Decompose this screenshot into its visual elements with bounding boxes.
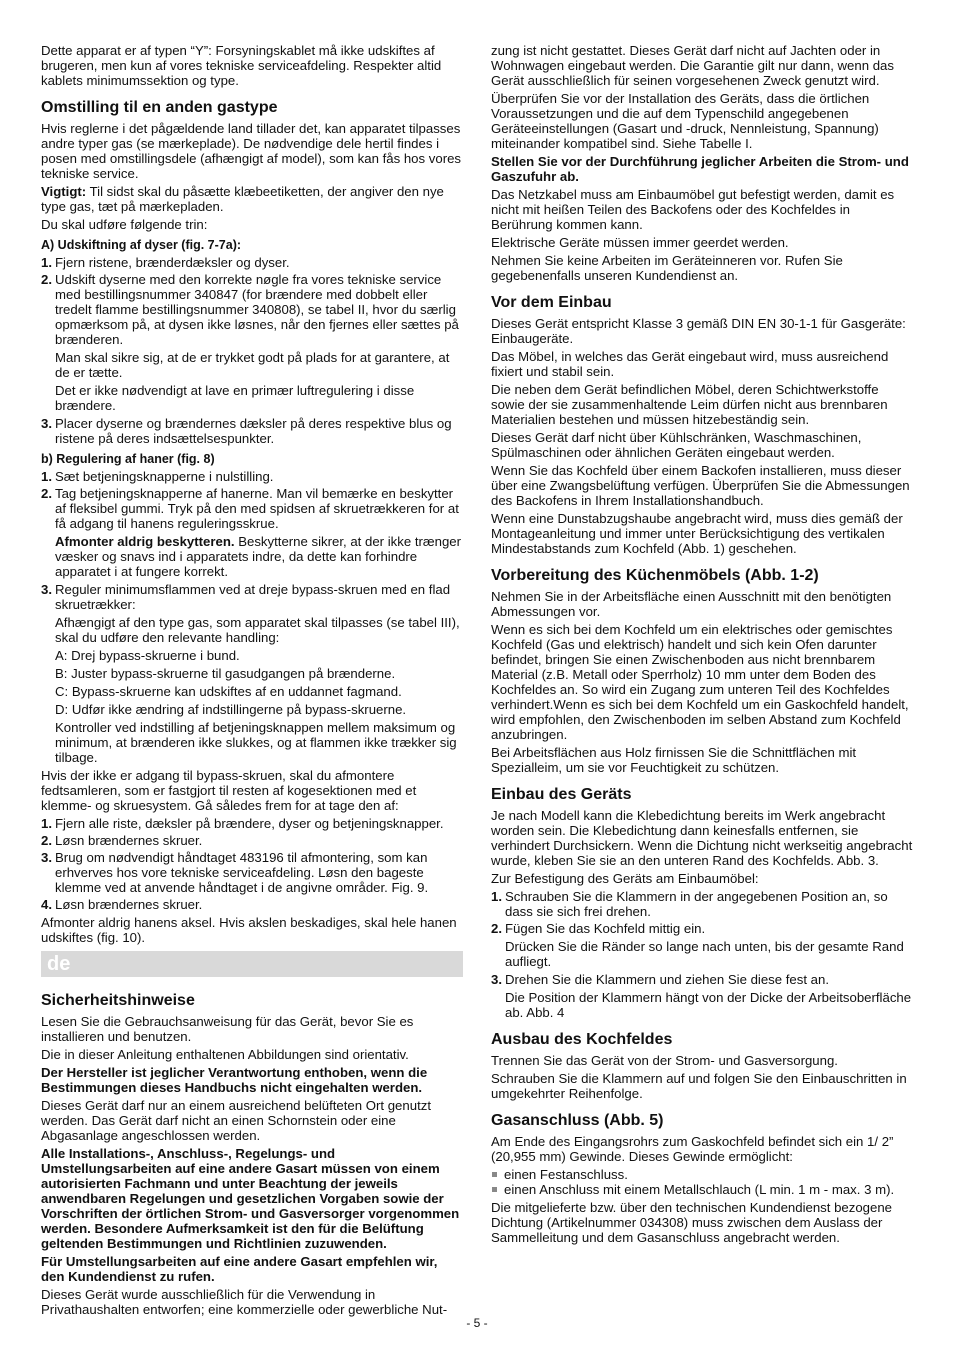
warning-note: Afmonter aldrig beskytteren. Beskytterne sikrer, at der ikke trænger væsker og snavs ind i apparatets indre, da dette kan forhindre apparatet i at fungere korrekt. bbox=[55, 534, 462, 579]
option-c: C: Bypass-skruerne kan udskiftes af en uddannet fagmand. bbox=[55, 684, 402, 699]
list-item: 2. Tag betjeningsknapperne af hanerne. Man vil bemærke en beskytter af fleksibel gummi. Tryk på den med spidsen af skruetrækkeren for at få adgang til hanens reguleringsskrue. Afmonter aldrig beskytteren. Beskytterne sikrer, at der ikke trænger væsker og snavs ind i apparatets indre, da dette kan forhindre apparatet i at fungere korrekt. bbox=[41, 486, 462, 579]
list-item: 1. Fjern alle riste, dæksler på brændere, dyser og betjeningsknapper. bbox=[41, 816, 444, 831]
paragraph: Hvis der ikke er adgang til bypass-skruen, skal du afmontere fedtsamleren, som er fastgjort til resten af kogesektionen med et klemme- og skruesystem. Gå således frem for at tage den af: bbox=[41, 768, 417, 813]
paragraph: Nehmen Sie in der Arbeitsfläche einen Ausschnitt mit den benötigten Abmessungen vor. bbox=[491, 589, 892, 619]
step-subnote: Det er ikke nødvendigt at lave en primær luftregulering i disse brændere. bbox=[55, 383, 415, 413]
paragraph: Die mitgelieferte bzw. über den technischen Kundendienst bezogene Dichtung (Artikelnummer 034308) muss zwischen dem Auslass der Sammelleitung und dem Gasanschluss angebracht werden. bbox=[491, 1200, 893, 1245]
list-item: 1. Fjern ristene, brænderdæksler og dyser. bbox=[41, 255, 290, 270]
option-d: D: Udfør ikke ændring af indstillingerne på bypass-skruerne. bbox=[55, 702, 407, 717]
paragraph: Schrauben Sie die Klammern auf und folgen Sie den Einbauschritten in umgekehrter Reihenfolge. bbox=[491, 1071, 907, 1101]
step-subnote: Die Position der Klammern hängt von der Dicke der Arbeitsoberfläche ab. Abb. 4 bbox=[505, 990, 912, 1020]
paragraph: Afmonter aldrig hanens aksel. Hvis akslen beskadiges, skal hele hanen udskiftes (fig. 10). bbox=[41, 915, 457, 945]
section-heading-safety: Sicherheitshinweise bbox=[41, 992, 195, 1009]
list-item: 4. Løsn brændernes skruer. bbox=[41, 897, 203, 912]
installation-steps bbox=[491, 889, 913, 1020]
section-heading-before-installation: Vor dem Einbau bbox=[491, 294, 612, 311]
important-label: Vigtigt: bbox=[41, 184, 87, 199]
option-a: A: Drej bypass-skruerne i bund. bbox=[55, 648, 240, 663]
subheading-nozzles: A) Udskiftning af dyser (fig. 7-7a): bbox=[41, 238, 242, 252]
nozzle-steps bbox=[41, 255, 463, 446]
list-item: 1. Schrauben Sie die Klammern in der angegebenen Position an, so dass sie sich frei drehen. bbox=[491, 889, 888, 919]
step-subnote: Afhængigt af den type gas, som apparatet skal tilpasses (se tabel III), skal du udføre den relevante handling: bbox=[55, 615, 460, 645]
paragraph: Am Ende des Eingangsrohrs zum Gaskochfeld befindet sich ein 1/ 2” (20,955 mm) Gewinde. Dieses Gewinde ermöglicht: bbox=[491, 1134, 894, 1164]
bold-paragraph: Der Hersteller ist jeglicher Verantwortung enthoben, wenn die Bestimmungen dieses Handbuchs nicht eingehalten werden. bbox=[41, 1065, 428, 1095]
language-bar bbox=[41, 951, 463, 977]
bullet-square-icon bbox=[492, 1187, 497, 1192]
bold-paragraph: Für Umstellungsarbeiten auf eine andere Gasart empfehlen wir, den Kundendienst zu rufen. bbox=[41, 1254, 438, 1284]
list-item: 3. Placer dyserne og brændernes dæksler på deres respektive blus og ristene på deres indsættelsespunkter. bbox=[41, 416, 452, 446]
bullet-square-icon bbox=[492, 1172, 497, 1177]
section-heading-cabinet-preparation: Vorbereitung des Küchenmöbels (Abb. 1-2) bbox=[491, 567, 819, 584]
paragraph: Lesen Sie die Gebrauchsanweisung für das Gerät, bevor Sie es installieren und benutzen. bbox=[41, 1014, 414, 1044]
paragraph: Die in dieser Anleitung enthaltenen Abbildungen sind orientativ. bbox=[41, 1047, 409, 1062]
section-heading-gas-conversion: Omstilling til en anden gastype bbox=[41, 99, 278, 116]
important-text: Til sidst skal du påsætte klæbeetiketten, der angiver den nye type gas, tæt på mærkepladen. bbox=[41, 184, 444, 214]
subheading-taps: b) Regulering af haner (fig. 8) bbox=[41, 452, 215, 466]
paragraph: Je nach Modell kann die Klebedichtung bereits im Werk angebracht worden sein. Die Klebedichtung dann keinesfalls entfernen, sie verhindert Durchsickern. Wenn die Dichtung nicht werkseitig angebracht wurde, kleben Sie sie an den unteren Rand des Kochfelds. Abb. 3. bbox=[491, 808, 913, 868]
paragraph: Elektrische Geräte müssen immer geerdet werden. bbox=[491, 235, 789, 250]
paragraph: zung ist nicht gestattet. Dieses Gerät darf nicht auf Jachten oder in Wohnwagen eingebaut werden. Die Garantie gilt nur dann, wenn das Gerät ausschließlich für seinen vorgesehenen Zweck genutzt wird. bbox=[491, 43, 894, 88]
right-column bbox=[491, 43, 913, 1248]
paragraph: Das Netzkabel muss am Einbaumöbel gut befestigt werden, damit es nicht mit heißen Teilen des Backofens oder des Kochfeldes in Berührung kommen kann. bbox=[491, 187, 895, 232]
paragraph: Dieses Gerät darf nur an einem ausreichend belüfteten Ort genutzt werden. Das Gerät darf nicht an einen Schornstein oder eine Abgasanlage angeschlossen werden. bbox=[41, 1098, 431, 1143]
left-column bbox=[41, 43, 463, 1320]
list-item: 2. Fügen Sie das Kochfeld mittig ein. Drücken Sie die Ränder so lange nach unten, bis der gesamte Rand aufliegt. bbox=[491, 921, 913, 969]
tap-steps bbox=[41, 469, 463, 765]
grease-collector-steps bbox=[41, 816, 463, 912]
list-item: 2. Udskift dyserne med den korrekte nøgle fra vores tekniske service med bestillingsnummer 340847 (for brændere med dobbelt eller tredelt flamme bestillingsnummer 340808), se tabel II, hvor du særlig opmærksom på, at dysen ikke løsnes, når den fjernes eller sættes på brænderen. Man skal sikre sig, at de er trykket godt på plads for at garantere, at de er tætte. Det er ikke nødvendigt at lave en primær luftregulering i disse brændere. bbox=[41, 272, 463, 413]
paragraph: Dieses Gerät wurde ausschließlich für die Verwendung in Privathaushalten entworfen; eine kommerzielle oder gewerbliche Nut- bbox=[41, 1287, 448, 1317]
paragraph: Überprüfen Sie vor der Installation des Geräts, dass die örtlichen Voraussetzungen und die auf dem Typenschild angegebenen Geräteeinstellungen (Gasart und -druck, Nennleistung, Spannung) miteinander kompatibel sind. Siehe Tabelle I. bbox=[491, 91, 879, 151]
paragraph: Wenn eine Dunstabzugshaube angebracht wird, muss dies gemäß der Montageanleitung und immer unter Berücksichtigung des vertikalen Mindestabstands zum Kochfeld (Abb. 1) geschehen. bbox=[491, 511, 903, 556]
list-item: 1. Sæt betjeningsknapperne i nulstilling. bbox=[41, 469, 274, 484]
bold-paragraph: Stellen Sie vor der Durchführung jeglicher Arbeiten die Strom- und Gaszufuhr ab. bbox=[491, 154, 909, 184]
list-item: 3. Reguler minimumsflammen ved at dreje bypass-skruen med en flad skruetrækker: Afhængigt af den type gas, som apparatet skal tilpasses (se tabel III), skal du udføre den relevante handling: A: Drej bypass-skruerne i bund. B: Juster bypass-skruerne til gasudgangen på brænderne. C: Bypass-skruerne kan udskiftes af en uddannet fagmand. D: Udfør ikke ændring af indstillingerne på bypass-skruerne. Kontroller ved indstilling af betjeningsknappen mellem maksimum og minimum, at brænderen ikke slukkes, og at flammen ikke trækker sig tilbage. bbox=[41, 582, 463, 765]
language-code: de bbox=[47, 953, 71, 975]
section-heading-gas-connection: Gasanschluss (Abb. 5) bbox=[491, 1112, 664, 1129]
paragraph: Das Möbel, in welches das Gerät eingebaut wird, muss ausreichend fixiert und stabil sein. bbox=[491, 349, 889, 379]
connection-options bbox=[491, 1167, 913, 1197]
step-subnote: Kontroller ved indstilling af betjeningsknappen mellem maksimum og minimum, at brænderen ikke slukkes, og at flammen ikke trækker sig tilbage. bbox=[55, 720, 457, 765]
paragraph: Dieses Gerät darf nicht über Kühlschränken, Waschmaschinen, Spülmaschinen oder ähnlichen Geräten eingebaut werden. bbox=[491, 430, 862, 460]
list-item: einen Festanschluss. bbox=[491, 1167, 913, 1182]
list-item: 2. Løsn brændernes skruer. bbox=[41, 833, 203, 848]
section-heading-removal: Ausbau des Kochfeldes bbox=[491, 1031, 673, 1048]
paragraph: Wenn es sich bei dem Kochfeld um ein elektrisches oder gemischtes Kochfeld (Gas und elektrisch) handelt und sich kein Ofen darunter befindet, bringen Sie einen Zwischenboden aus nicht brennbarem Material (z.B. Metall oder Sperrholz) 10 mm unter dem Boden des Kochfeldes an. So wird ein Zugang zum unteren Teil des Kochfeldes verhindert.Wenn es sich bei dem Kochfeld um ein Gaskochfeld handelt, wird empfohlen, den Zwischenboden im selben Abstand zum Kochfeld anzubringen. bbox=[491, 622, 909, 742]
paragraph: Hvis reglerne i det pågældende land tillader det, kan apparatet tilpasses andre typer gas (se mærkeplade). De nødvendige dele hertil findes i posen med omstillingsdele (afhængigt af model), som kan fås hos vores tekniske service. bbox=[41, 121, 462, 181]
step-subnote: Drücken Sie die Ränder so lange nach unten, bis der gesamte Rand aufliegt. bbox=[505, 939, 904, 969]
important-note bbox=[41, 184, 463, 214]
list-item: einen Anschluss mit einem Metallschlauch (L min. 1 m - max. 3 m). bbox=[491, 1182, 913, 1197]
paragraph: Bei Arbeitsflächen aus Holz firnissen Sie die Schnittflächen mit Spezialleim, um sie vor Feuchtigkeit zu schützen. bbox=[491, 745, 857, 775]
paragraph: Nehmen Sie keine Arbeiten im Geräteinneren vor. Rufen Sie gegebenenfalls unseren Kundendienst an. bbox=[491, 253, 843, 283]
paragraph: Zur Befestigung des Geräts am Einbaumöbel: bbox=[491, 871, 759, 886]
paragraph: Dieses Gerät entspricht Klasse 3 gemäß DIN EN 30-1-1 für Gasgeräte: Einbaugeräte. bbox=[491, 316, 906, 346]
paragraph: Wenn Sie das Kochfeld über einem Backofen installieren, muss dieser über eine Zwangsbelüftung verfügen. Überprüfen Sie die Abmessungen des Backofens in Ihrem Installationshandbuch. bbox=[491, 463, 910, 508]
step-subnote: Man skal sikre sig, at de er trykket godt på plads for at garantere, at de er tætte. bbox=[55, 350, 450, 380]
option-b: B: Juster bypass-skruerne til gasudgangen på brænderne. bbox=[55, 666, 396, 681]
paragraph: Die neben dem Gerät befindlichen Möbel, deren Schichtwerkstoffe sowie der sie zusammenhaltende Leim dürfen nicht aus brennbaren Materialien bestehen und müssen hitzebeständig sein. bbox=[491, 382, 888, 427]
page-number: - 5 - bbox=[466, 1316, 488, 1330]
bold-paragraph: Alle Installations-, Anschluss-, Regelungs- und Umstellungsarbeiten auf eine andere Gasart müssen von einem autorisierten Fachmann und unter Beachtung der jeweils anwendbaren Regelungen und gesetzlichen Vorgaben sowie der Vorschriften der örtlichen Strom- und Gasversorger vorgenommen werden. Besondere Aufmerksamkeit ist den für die Belüftung geltenden Bestimmungen und Richtlinien zuzuwenden. bbox=[41, 1146, 460, 1251]
list-item: 3. Brug om nødvendigt håndtaget 483196 til afmontering, som kan erhverves hos vore tekniske serviceafdeling. Løsn den bageste klemme ved at anvende håndtaget i de angivne områder. Fig. 9. bbox=[41, 850, 429, 895]
list-item: 3. Drehen Sie die Klammern und ziehen Sie diese fest an. Die Position der Klammern hängt von der Dicke der Arbeitsoberfläche ab. Abb. 4 bbox=[491, 972, 912, 1020]
intro-paragraph: Dette apparat er af typen “Y”: Forsyningskablet må ikke udskiftes af brugeren, men kun af vores tekniske serviceafdeling. Respekter altid kablets minimumssektion og type. bbox=[41, 43, 442, 88]
paragraph: Trennen Sie das Gerät von der Strom- und Gasversorgung. bbox=[491, 1053, 838, 1068]
paragraph: Du skal udføre følgende trin: bbox=[41, 217, 208, 232]
section-heading-installation: Einbau des Geräts bbox=[491, 786, 632, 803]
